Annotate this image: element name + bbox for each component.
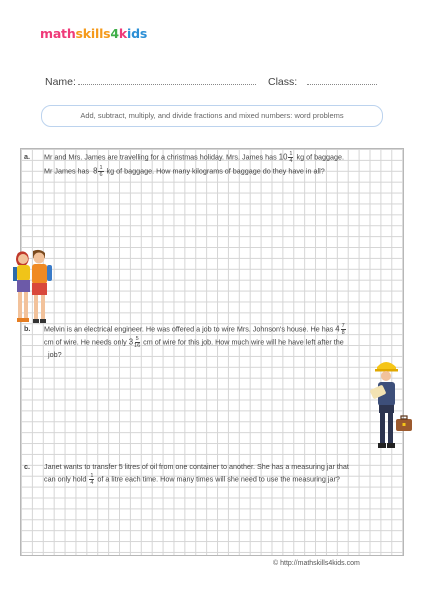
toolbox-handle xyxy=(401,416,407,419)
shoe xyxy=(40,319,46,323)
logo-part-4: 4 xyxy=(110,26,119,41)
question-c xyxy=(24,461,394,486)
denominator: 4 xyxy=(90,480,94,486)
numerator: 7 xyxy=(341,323,345,329)
question-line xyxy=(44,323,389,336)
face xyxy=(34,253,45,264)
boot xyxy=(387,443,395,448)
backpack-strap xyxy=(13,267,17,281)
question-text: kg of baggage. xyxy=(296,152,345,162)
logo xyxy=(40,26,147,41)
leg xyxy=(380,413,385,443)
question-text: job? xyxy=(48,350,62,359)
engineer-illustration xyxy=(369,357,415,455)
denominator: 16 xyxy=(134,343,141,349)
man-shorts xyxy=(32,283,47,295)
fraction xyxy=(341,323,346,336)
question-text: can only hold xyxy=(44,474,87,484)
numerator: 1 xyxy=(90,473,94,479)
shoe xyxy=(17,318,23,322)
denominator: 4 xyxy=(289,158,293,164)
shoe xyxy=(23,318,29,322)
leg xyxy=(41,295,45,319)
question-text: Mr James has xyxy=(44,166,90,176)
name-label: Name: xyxy=(45,76,76,88)
fraction xyxy=(89,473,94,486)
question-b xyxy=(24,323,389,360)
mixed-whole: 4 xyxy=(335,324,340,334)
hard-hat xyxy=(377,362,396,370)
class-line[interactable] xyxy=(307,83,377,85)
toolbox-latch xyxy=(403,423,406,426)
face xyxy=(381,371,391,381)
boot xyxy=(378,443,386,448)
question-label: a. xyxy=(24,152,30,161)
leg xyxy=(34,295,38,319)
name-field[interactable] xyxy=(45,76,256,88)
fraction xyxy=(134,336,140,349)
leg xyxy=(24,292,28,318)
logo-part-ids: ids xyxy=(127,26,148,41)
fraction xyxy=(98,165,103,178)
logo-part-skills: skills xyxy=(75,26,111,41)
numerator: 5 xyxy=(135,336,139,342)
question-label: b. xyxy=(24,324,31,333)
face xyxy=(18,254,28,264)
question-line xyxy=(44,336,389,349)
numerator: 1 xyxy=(99,165,103,171)
question-line xyxy=(44,461,394,472)
belt xyxy=(379,405,394,413)
mixed-whole: 10 xyxy=(278,152,288,162)
question-line xyxy=(44,473,394,486)
worksheet-title: Add, subtract, multiply, and divide fractions and mixed numbers: word problems xyxy=(41,105,383,127)
denominator: 6 xyxy=(99,172,103,178)
question-text: Janet wants to transfer 5 litres of oil from one container to another. She has a measuring jar that xyxy=(44,462,349,471)
mixed-whole: 3 xyxy=(128,337,134,347)
question-text: cm of wire. He needs only xyxy=(44,337,127,347)
woman-shorts xyxy=(17,280,30,292)
numerator: 1 xyxy=(289,151,293,157)
question-label: c. xyxy=(24,462,30,471)
question-text: Melvin is an electrical engineer. He was offered a job to wire Mrs. Johnson's house. He has xyxy=(44,324,334,334)
fraction xyxy=(288,151,293,164)
class-field[interactable] xyxy=(268,76,377,88)
question-text: of a litre each time. How many times will she need to use the measuring jar? xyxy=(97,474,340,484)
question-text: cm of wire for this job. How much wire will he have left after the xyxy=(143,337,344,347)
shoe xyxy=(33,319,39,323)
backpack xyxy=(47,265,52,281)
mixed-whole: 8 xyxy=(93,166,98,176)
footer-url[interactable]: © http://mathskills4kids.com xyxy=(273,560,360,567)
leg xyxy=(388,413,393,443)
denominator: 8 xyxy=(341,330,345,336)
woman-top xyxy=(17,265,30,281)
couple-illustration xyxy=(8,249,54,331)
question-text: Mr and Mrs. James are travelling for a christmas holiday. Mrs. James has xyxy=(44,152,277,162)
leg xyxy=(18,292,22,318)
question-line xyxy=(44,349,389,360)
question-a xyxy=(24,151,394,178)
question-line xyxy=(44,165,394,178)
question-line xyxy=(44,151,394,164)
name-line[interactable] xyxy=(78,83,256,85)
logo-part-math: math xyxy=(40,26,76,41)
question-text: kg of baggage. How many kilograms of baggage do they have in all? xyxy=(106,166,325,176)
class-label: Class: xyxy=(268,76,298,88)
logo-part-k: k xyxy=(118,26,128,41)
man-shirt xyxy=(32,264,47,284)
